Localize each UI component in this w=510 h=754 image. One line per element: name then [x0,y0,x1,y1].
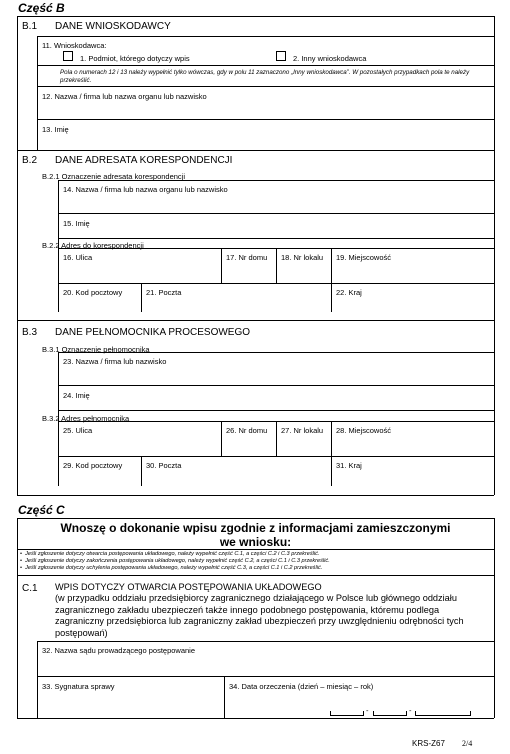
section-b1-number: B.1 [22,21,38,32]
bullet-icon: • [20,551,26,557]
section-c1-title [55,582,491,639]
field-29-label: 29. Kod pocztowy [63,461,123,470]
b1-sep-12 [37,86,494,87]
instruction-text: Jeśli zgłoszenie dotyczy otwarcia postępowania układowego, należy wypełnić część C.1, a części C.2 i C.3 przekreślić. [25,551,320,557]
instruction-item [20,558,490,565]
option-inny-checkbox[interactable] [276,51,286,61]
c1-sep-33 [37,676,494,677]
instructions-list [20,551,490,572]
b1-inner-top [37,36,494,37]
b1-note-sep [37,65,494,66]
frame-right [494,16,495,495]
date-separator-icon: - [366,706,369,715]
section-b2-title: DANE ADRESATA KORESPONDENCJI [55,155,233,166]
c-frame-right [494,518,495,718]
b2-sep-15 [58,213,494,214]
field-33-label: 33. Sygnatura sprawy [42,682,115,691]
b3-addr-mid [58,456,494,457]
field-30-label: 30. Poczta [146,461,182,470]
section-b21-label: B.2.1 Oznaczenie adresata korespondencji [42,172,186,181]
field-19-label: 19. Miejscowość [336,253,392,262]
b1-sep-13 [37,119,494,120]
c1-inner-top [37,641,494,642]
b3-div-30 [141,456,142,486]
c1-title-line: WPIS DOTYCZY OTWARCIA POSTĘPOWANIA UKŁADOWEGO [55,582,322,592]
b3-inner-top [58,352,494,353]
c1-title-line: postępowań) [55,627,108,638]
option-podmiot-label: 1. Podmiot, którego dotyczy wpis [80,54,190,63]
b2-sep-15-bottom [58,238,494,239]
b3-sep-24-bottom [58,410,494,411]
frame-top [17,16,494,17]
c1-title-line: (w przypadku oddziału przedsiębiorcy zagranicznego działającego w Polsce lub głównego oddziału [55,593,457,604]
field-21-label: 21. Poczta [146,288,182,297]
c1-inner-left [37,641,38,718]
b2-div-18 [276,248,277,283]
part-c-label: Część C [18,503,65,517]
instruction-text: Jeśli zgłoszenie dotyczy zakończenia postępowania układowego, należy wypełnić część C.2, a części C.1 i C.3 przekreślić. [25,558,330,564]
section-b3-title: DANE PEŁNOMOCNIKA PROCESOWEGO [55,327,251,338]
field-16-label: 16. Ulica [63,253,93,262]
date-year-input[interactable] [415,711,471,716]
b3-div-26 [221,421,222,456]
field-34-label: 34. Data orzeczenia (dzień – miesiąc – rok) [229,682,374,691]
date-day-input[interactable] [330,711,364,716]
instruction-text: Jeśli zgłoszenie dotyczy uchylenia postępowania układowego, należy wypełnić część C.3, a części C.1 i C.2 przekreślić. [25,565,323,571]
field-17-label: 17. Nr domu [226,253,268,262]
field-23-label: 23. Nazwa / firma lub nazwisko [63,357,167,366]
b3-sep-24 [58,385,494,386]
field-13-label: 13. Imię [42,125,69,134]
b1-inner-left [37,36,38,150]
b2-div-21 [141,283,142,312]
c-frame-top [17,518,494,519]
field-32-label: 32. Nazwa sądu prowadzącego postępowanie [42,646,196,655]
option-inny-label: 2. Inny wnioskodawca [293,54,367,63]
option-podmiot-checkbox[interactable] [63,51,73,61]
footer-form-code: KRS-Z67 [412,739,445,748]
field-25-label: 25. Ulica [63,426,93,435]
part-c-heading-line1: Wnoszę o dokonanie wpisu zgodnie z informacjami zamieszczonymi [60,521,451,535]
field-12-label: 12. Nazwa / firma lub nazwa organu lub nazwisko [42,92,207,101]
instructions-bottom [17,575,494,576]
date-month-input[interactable] [373,711,407,716]
b2-inner-top [58,180,494,181]
section-b1-title: DANE WNIOSKODAWCY [55,21,171,32]
bullet-icon: • [20,558,26,564]
part-b-bottom [17,495,494,496]
field-18-label: 18. Nr lokalu [281,253,324,262]
b3-div-28 [331,421,332,486]
c1-title-line: zagraniczny przedsiębiorca lub zagraniczny zakład ubezpieczeń przy uwzględnieniu odrębności tych [55,616,464,627]
section-c1-number: C.1 [22,583,38,594]
instruction-item [20,565,490,572]
field-20-label: 20. Kod pocztowy [63,288,123,297]
bullet-icon: • [20,565,26,571]
b2-bottom [17,320,494,321]
part-c-bottom [17,718,494,719]
field-15-label: 15. Imię [63,219,90,228]
c1-title-line: zagranicznego zakładu ubezpieczeń także innego podobnego postępowania, któremu podlega [55,604,440,615]
b3-div-27 [276,421,277,456]
instruction-item [20,551,490,558]
section-b32-label: B.3.2 Adres pełnomocnika [42,414,130,423]
field-31-label: 31. Kraj [336,461,362,470]
c1-div-34 [224,676,225,718]
part-c-heading-sep [17,549,494,550]
date-separator-icon: - [409,706,412,715]
b1-note: Pola o numerach 12 i 13 należy wypełnić tylko wówczas, gdy w polu 11 zaznaczono „Inny wnioskodawca”. W pozostałych przypadkach pola te należy przekreślić. [60,69,470,84]
field-24-label: 24. Imię [63,391,90,400]
section-b22-label: B.2.2 Adres do korespondencji [42,241,144,250]
b2-div-19 [331,248,332,312]
section-b3-number: B.3 [22,327,38,338]
field-26-label: 26. Nr domu [226,426,268,435]
footer-page-number: 2/4 [462,739,473,748]
b1-bottom [17,150,494,151]
field-27-label: 27. Nr lokalu [281,426,324,435]
section-b31-label: B.3.1 Oznaczenie pełnomocnika [42,345,150,354]
field-22-label: 22. Kraj [336,288,362,297]
b2-div-17 [221,248,222,283]
part-b-label: Część B [18,1,65,15]
frame-left [17,16,18,495]
b2-addr-mid [58,283,494,284]
field-11-label: 11. Wnioskodawca: [42,41,107,50]
field-14-label: 14. Nazwa / firma lub nazwa organu lub nazwisko [63,185,228,194]
part-c-heading-line2: we wniosku: [219,535,292,549]
field-28-label: 28. Miejscowość [336,426,392,435]
section-b2-number: B.2 [22,155,38,166]
